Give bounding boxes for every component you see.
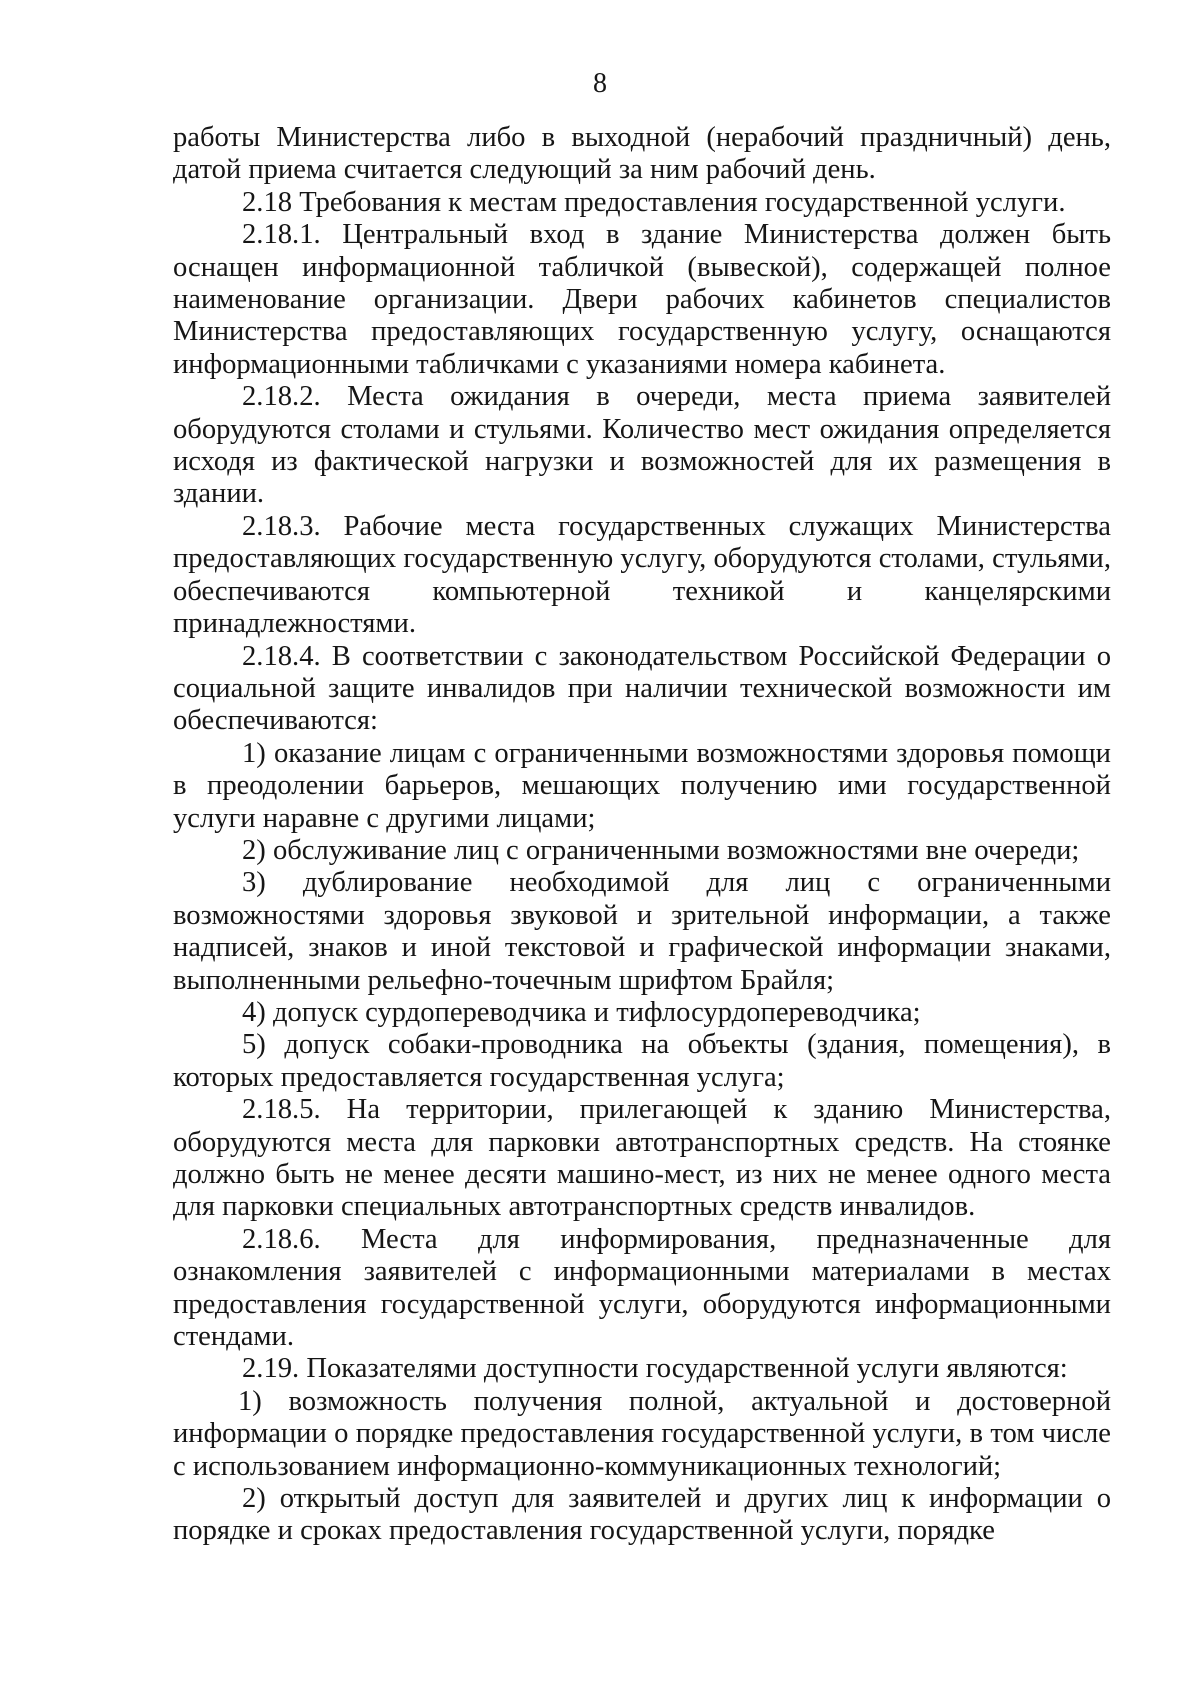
paragraph: 2.18.6. Места для информирования, предназначенные для ознакомления заявителей с информационными материалами в местах предоставления государственной услуги, оборудуются информационными стендами. bbox=[173, 1223, 1111, 1353]
paragraph: 1) возможность получения полной, актуальной и достоверной информации о порядке предоставления государственной услуги, в том числе с использованием информационно-коммуникационных технологий; bbox=[173, 1385, 1111, 1482]
paragraph: 2) обслуживание лиц с ограниченными возможностями вне очереди; bbox=[242, 834, 1080, 866]
paragraph: 4) допуск сурдопереводчика и тифлосурдопереводчика; bbox=[242, 996, 921, 1028]
paragraph: 2.18.4. В соответствии с законодательством Российской Федерации о социальной защите инвалидов при наличии технической возможности им обеспечиваются: bbox=[173, 640, 1111, 737]
paragraph: 2.18.3. Рабочие места государственных служащих Министерства предоставляющих государственную услугу, оборудуются столами, стульями, обеспечиваются компьютерной техникой и канцелярскими принадлежностями. bbox=[173, 510, 1111, 640]
paragraph: 1) оказание лицам с ограниченными возможностями здоровья помощи в преодолении барьеров, мешающих получению ими государственной услуги наравне с другими лицами; bbox=[173, 737, 1111, 834]
page-number: 8 bbox=[593, 68, 607, 99]
paragraph: 2.18.2. Места ожидания в очереди, места приема заявителей оборудуются столами и стульями. Количество мест ожидания определяется исходя из фактической нагрузки и возможностей для их размещения в здании. bbox=[173, 381, 1111, 510]
paragraph: 2.18.1. Центральный вход в здание Министерства должен быть оснащен информационной табличкой (вывеской), содержащей полное наименование организации. Двери рабочих кабинетов специалистов Министерства предоставляющих государственную услугу, оснащаются информационными табличками с указаниями номера кабинета. bbox=[173, 219, 1111, 380]
paragraph: 2) открытый доступ для заявителей и других лиц к информации о порядке и сроках предоставления государственной услуги, порядке bbox=[173, 1483, 1111, 1547]
paragraph: 2.19. Показателями доступности государственной услуги являются: bbox=[242, 1353, 1068, 1385]
document-body bbox=[173, 122, 1111, 1548]
paragraph: 5) допуск собаки-проводника на объекты (здания, помещения), в которых предоставляется государственная услуга; bbox=[173, 1029, 1111, 1093]
paragraph: 2.18.5. На территории, прилегающей к зданию Министерства, оборудуются места для парковки автотранспортных средств. На стоянке должно быть не менее десяти машино-мест, из них не менее одного места для парковки специальных автотранспортных средств инвалидов. bbox=[173, 1094, 1111, 1223]
paragraph: 3) дублирование необходимой для лиц с ограниченными возможностями здоровья звуковой и зрительной информации, а также надписей, знаков и иной текстовой и графической информации знаками, выполненными рельефно-точечным шрифтом Брайля; bbox=[173, 867, 1111, 996]
paragraph: 2.18 Требования к местам предоставления государственной услуги. bbox=[242, 186, 1066, 218]
paragraph: работы Министерства либо в выходной (нерабочий праздничный) день, датой приема считается следующий за ним рабочий день. bbox=[173, 122, 1111, 186]
